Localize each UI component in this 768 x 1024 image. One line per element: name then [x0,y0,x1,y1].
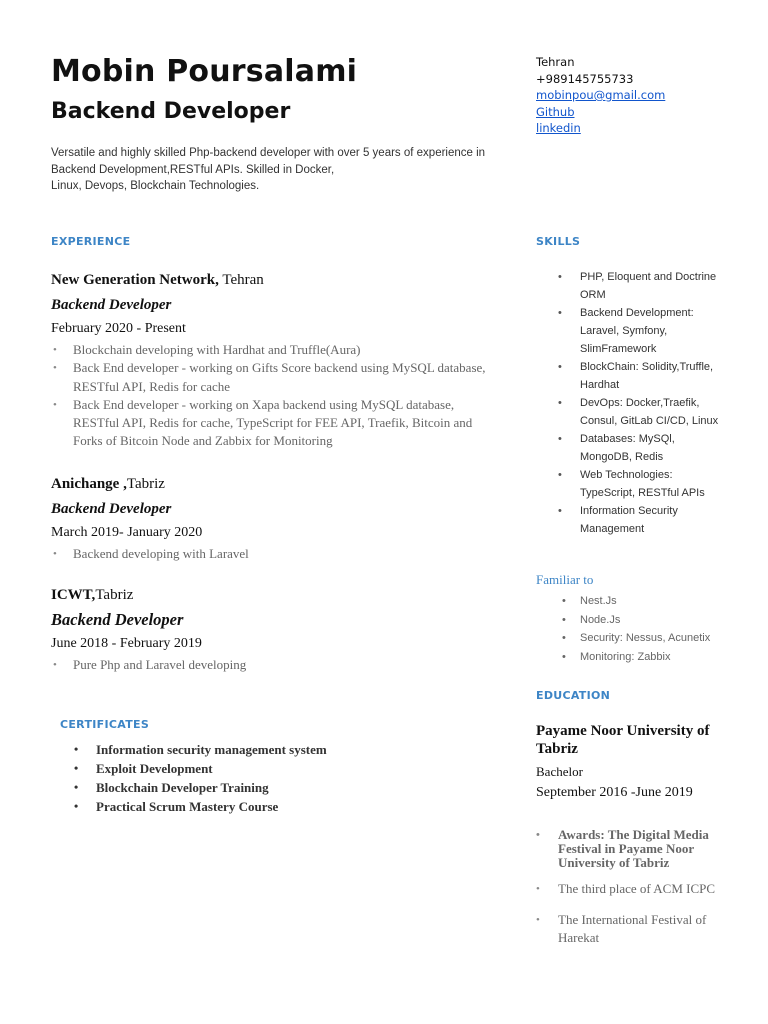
company-location: Tabriz [126,476,165,492]
contact-city: Tehran [536,55,575,69]
candidate-name: Mobin Poursalami [51,54,358,89]
familiar-item: • Node.Js [562,611,710,630]
education-heading: EDUCATION [536,689,611,702]
email-link[interactable]: mobinpou@gmail.com [536,88,666,102]
certificate-item: • Exploit Development [74,759,327,778]
familiar-list [562,592,710,666]
certificates-heading: CERTIFICATES [60,718,150,731]
job-entry [51,474,491,563]
experience-heading: EXPERIENCE [51,235,131,248]
company-name: New Generation Network, [51,272,219,288]
company-location: Tabriz [95,587,134,603]
certificate-item: • Blockchain Developer Training [74,778,327,797]
job-title: Backend Developer [51,610,184,629]
familiar-item: • Nest.Js [562,592,710,611]
familiar-item: • Monitoring: Zabbix [562,648,710,667]
contact-block [536,54,665,137]
job-bullet: • Blockchain developing with Hardhat and Truffle(Aura) [51,341,491,359]
education-item: • Awards: The Digital Media Festival in Payame Noor University of Tabriz [536,828,716,870]
certificates-list [74,740,327,816]
summary-line: Versatile and highly skilled Php-backend developer with over 5 years of experience in [51,147,486,159]
job-bullet: • Pure Php and Laravel developing [51,656,491,674]
job-company [51,474,491,494]
education-item: • The third place of ACM ICPC [536,880,716,899]
skill-item: • Backend Development: Laravel, Symfony, SlimFramework [558,304,728,358]
job-company [51,270,491,290]
job-bullet: • Back End developer - working on Gifts Score backend using MySQL database, RESTful API, Redis for cache [51,359,491,396]
job-role-title: Backend Developer [51,99,291,124]
familiar-heading: Familiar to [536,572,594,587]
company-name: ICWT, [51,587,96,603]
education-item: • The International Festival of Harekat [536,911,716,948]
skill-item: • BlockChain: Solidity,Truffle, Hardhat [558,358,728,394]
job-entry [51,585,491,674]
job-title: Backend Developer [51,297,172,313]
skill-item: • Information Security Management [558,502,728,538]
contact-phone: +989145755733 [536,71,634,86]
company-location: Tehran [218,272,264,288]
job-company [51,585,491,605]
job-dates: March 2019- January 2020 [51,525,203,540]
job-entry [51,270,491,451]
company-name: Anichange , [51,476,127,492]
job-bullets [51,341,491,451]
job-bullet: • Back End developer - working on Xapa backend using MySQL database, RESTful API, Redis for cache, TypeScript for FEE API, Traefik, Bitcoin and Forks of Bitcoin Node and Zabbix for Monitoring [51,396,491,451]
job-title: Backend Developer [51,501,172,517]
education-dates: September 2016 -June 2019 [536,785,693,800]
skill-item: • DevOps: Docker,Traefik, Consul, GitLab CI/CD, Linux [558,394,728,430]
education-degree: Bachelor [536,764,583,779]
job-bullet: • Backend developing with Laravel [51,545,491,563]
education-school: Payame Noor University of Tabriz [536,723,710,757]
skill-item: • Databases: MySQl, MongoDB, Redis [558,430,728,466]
skill-item: • Web Technologies: TypeScript, RESTful APIs [558,466,728,502]
summary [51,145,491,195]
familiar-item: • Security: Nessus, Acunetix [562,629,710,648]
github-link[interactable]: Github [536,104,575,119]
summary-line: Linux, Devops, Blockchain Technologies. [51,180,260,192]
skills-heading: SKILLS [536,235,581,248]
skills-list [558,268,728,538]
job-bullets [51,656,491,674]
linkedin-link[interactable]: linkedin [536,121,581,135]
certificate-item: • Practical Scrum Mastery Course [74,797,327,816]
job-bullets [51,545,491,563]
certificate-item: • Information security management system [74,740,327,759]
summary-line: Backend Development,RESTful APIs. Skilled in Docker, [51,163,335,176]
education-items [536,828,716,948]
skill-item: • PHP, Eloquent and Doctrine ORM [558,268,728,304]
job-dates: February 2020 - Present [51,321,186,336]
job-dates: June 2018 - February 2019 [51,636,202,651]
